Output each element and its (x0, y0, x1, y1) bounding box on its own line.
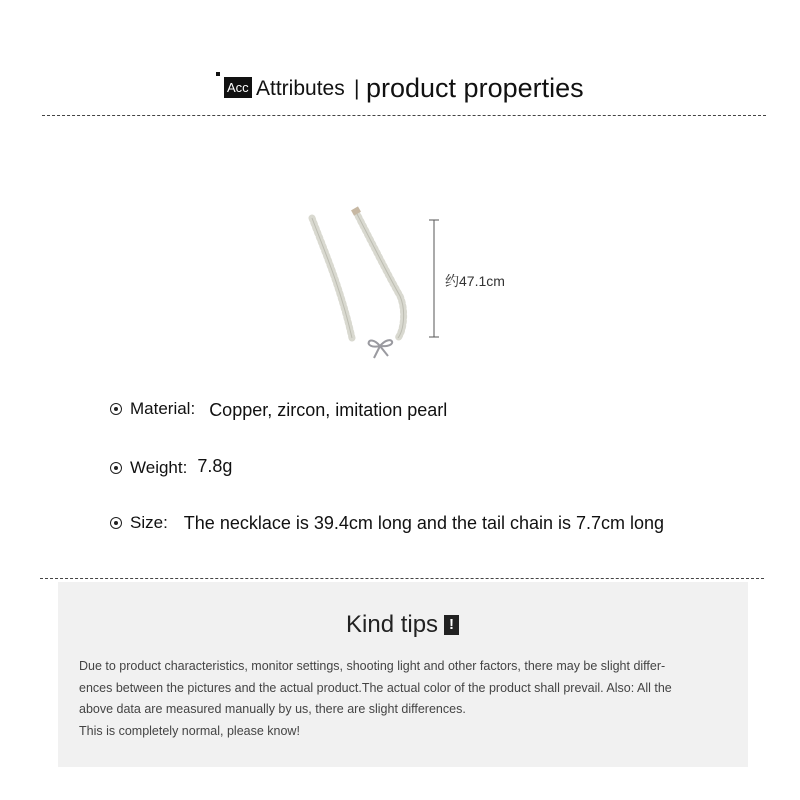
material-row (110, 398, 447, 419)
exclamation-icon: ! (444, 615, 459, 635)
tips-line: above data are measured manually by us, there are slight differences. (79, 702, 466, 716)
material-value: Copper, zircon, imitation pearl (209, 400, 448, 420)
measurement-label: 约47.1cm (445, 273, 505, 289)
tips-title: Kind tips (346, 611, 439, 638)
header-dot-decoration (216, 72, 220, 76)
weight-value: 7.8g (197, 456, 233, 476)
bullet-icon (110, 517, 122, 529)
weight-label: Weight: (130, 458, 188, 477)
page-title: product properties (366, 73, 584, 103)
material-label: Material: (130, 399, 196, 418)
header-separator: | (354, 77, 360, 100)
tips-line: Due to product characteristics, monitor settings, shooting light and other factors, there may be slight differ- (79, 659, 666, 673)
tips-line: ences between the pictures and the actual product.The actual color of the product shall prevail. Also: All the (79, 680, 672, 695)
size-value: The necklace is 39.4cm long and the tail chain is 7.7cm long (183, 513, 665, 533)
bottom-divider (40, 578, 764, 579)
attributes-label: Attributes (256, 77, 345, 100)
tips-line: This is completely normal, please know! (79, 723, 300, 738)
size-label: Size: (130, 513, 168, 532)
tips-text (79, 656, 735, 742)
top-divider (42, 115, 766, 116)
bullet-icon (110, 462, 122, 474)
weight-row (110, 457, 232, 478)
bullet-icon (110, 403, 122, 415)
size-row (110, 512, 664, 533)
acc-tag: Acc (224, 77, 252, 98)
